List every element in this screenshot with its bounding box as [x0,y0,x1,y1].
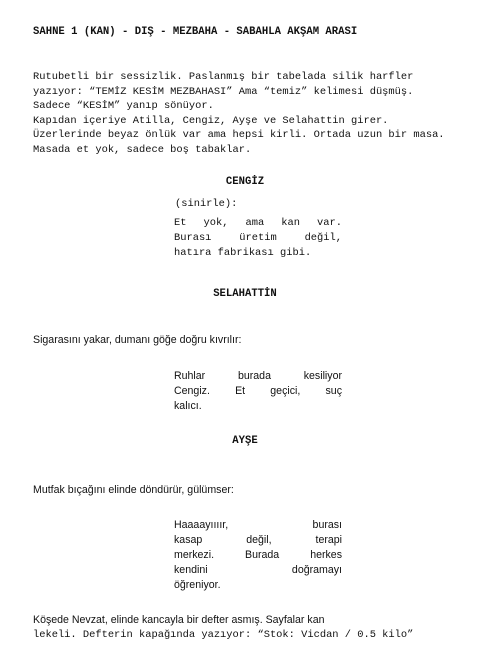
dialogue-line: kalıcı. [174,400,202,412]
action-line: Rutubetli bir sessizlik. Paslanmış bir tabelada silik harfler [33,71,414,83]
dialogue-line: Et yok, ama kan var. [174,217,342,229]
character-name-ayse: AYŞE [232,435,258,447]
dialogue-line: merkezi. Burada herkes [174,549,342,561]
parenthetical: (sinirle): [175,198,238,210]
dialogue-line: Burası üretim değil, [174,232,342,244]
dialogue-cengiz [174,216,342,261]
scene-heading: SAHNE 1 (KAN) - DIŞ - MEZBAHA - SABAHLA AKŞAM ARASI [33,26,358,38]
action-block-final [33,613,463,642]
action-line: lekeli. Defterin kapağında yazıyor: “Stok: Vicdan / 0.5 kilo” [33,628,414,641]
action-selahattin: Sigarasını yakar, dumanı göğe doğru kıvrılır: [33,334,242,346]
dialogue-ayse [174,518,342,593]
action-line: Üzerlerinde beyaz önlük var ama hepsi kirli. Ortada uzun bir masa. [33,129,445,142]
character-name-selahattin: SELAHATTİN [213,288,277,300]
action-ayse: Mutfak bıçağını elinde döndürür, gülümser: [33,484,234,496]
dialogue-line: kasap değil, terapi [174,534,342,546]
dialogue-line: Haaaayıııır, burası [174,519,342,531]
action-line: Masada et yok, sadece boş tabaklar. [33,143,252,156]
action-line: Sadece “KESİM” yanıp sönüyor. [33,100,214,113]
dialogue-line: kendini doğramayı [174,564,342,576]
dialogue-line: öğreniyor. [174,579,221,591]
dialogue-line: Cengiz. Et geçici, suç [174,385,342,397]
action-line: Köşede Nevzat, elinde kancayla bir defter asmış. Sayfalar kan [33,614,325,626]
action-block-opening [33,70,463,158]
action-line: yazıyor: “TEMİZ KESİM MEZBAHASI” Ama “temiz” kelimesi düşmüş. [33,85,414,98]
dialogue-line: Ruhlar burada kesiliyor [174,370,342,382]
character-name-cengiz: CENGİZ [225,176,265,188]
dialogue-selahattin [174,369,342,414]
action-line: Kapıdan içeriye Atilla, Cengiz, Ayşe ve Selahattin girer. [33,114,389,127]
dialogue-line: hatıra fabrikası gibi. [174,247,312,259]
